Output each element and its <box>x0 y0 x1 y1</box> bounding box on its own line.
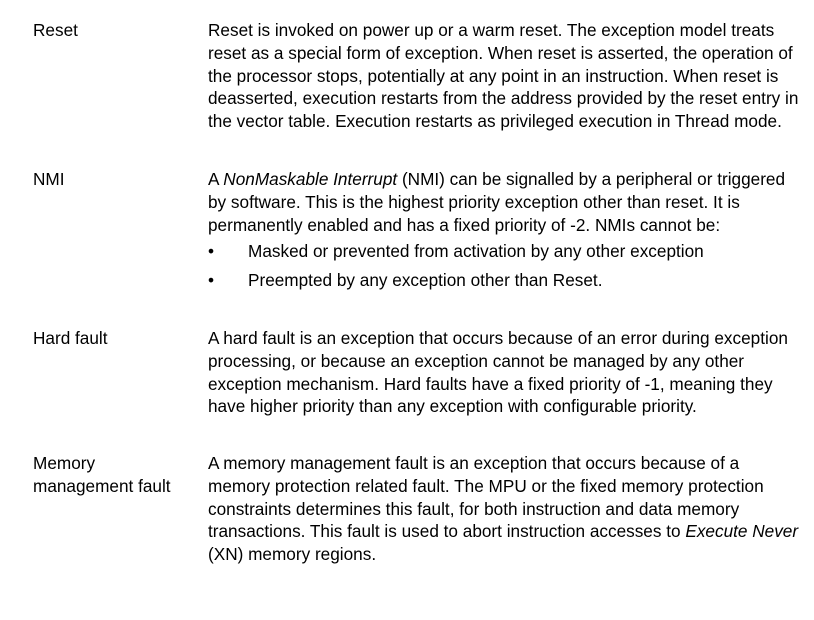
bullet-item <box>208 240 803 263</box>
description-text-part: (XN) memory regions. <box>208 544 377 565</box>
entry-term: Memory management fault <box>33 453 171 496</box>
description-text-part: A <box>208 169 224 189</box>
entry-description-text: Reset is invoked on power up or a warm reset. The exception model treats reset as a special form of exception. When reset is asserted, the operation of the processor stops, potentially at any point in an instruction. When reset is deasserted, execution restarts from the address provided by the reset entry in the vector table. Execution restarts as privileged execution in Thread mode. <box>208 20 799 132</box>
entry-term: NMI <box>33 169 65 189</box>
description-text-part: (NMI) can be signalled by a peripheral or triggered by software. This is the highest priority exception other than reset. It is permanently enabled and has a fixed priority of -2. NMIs cannot be: <box>208 169 786 235</box>
entry-description-text <box>208 452 803 566</box>
bullet-text: Masked or prevented from activation by any other exception <box>248 241 704 262</box>
description-emphasis: NonMaskable Interrupt <box>223 169 398 189</box>
description-emphasis: Execute Never <box>685 521 799 542</box>
bullet-list <box>208 240 803 292</box>
bullet-icon: • <box>208 241 215 262</box>
entry-description-text: A hard fault is an exception that occurs because of an error during exception processing, or because an exception cannot be managed by any other exception mechanism. Hard faults have a fixed priority of -1, meaning they have higher priority than any exception with configurable priority. <box>208 328 788 417</box>
entry-description <box>208 19 803 133</box>
entry-description <box>208 168 803 298</box>
description-text-part: A memory management fault is an exception that occurs because of a memory protection related fault. The MPU or the fixed memory protection constraints determines this fault, for both instruction and data memory transactions. This fault is used to abort instruction accesses to <box>208 453 764 542</box>
entry-term: Reset <box>33 20 78 40</box>
bullet-item <box>208 269 803 292</box>
entry-description <box>208 452 803 566</box>
entry-description <box>208 327 803 418</box>
entry-term: Hard fault <box>33 328 108 348</box>
bullet-icon: • <box>208 270 215 291</box>
entry-description-text <box>208 168 803 236</box>
bullet-text: Preempted by any exception other than Reset. <box>248 270 603 291</box>
